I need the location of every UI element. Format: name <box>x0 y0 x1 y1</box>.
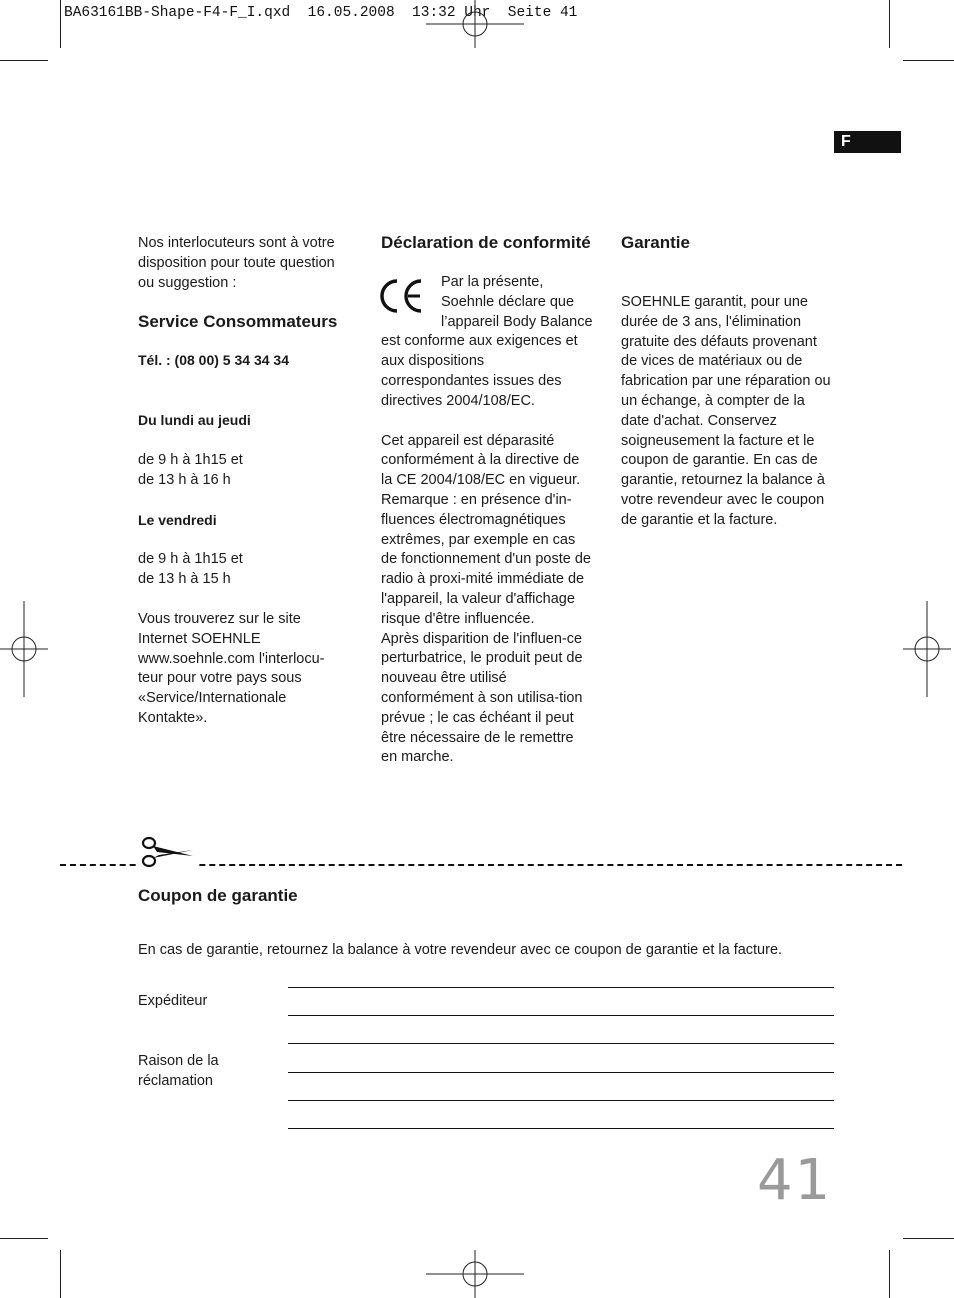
ce-mark-icon <box>377 277 429 315</box>
hours-line: de 13 h à 16 h <box>138 471 231 488</box>
ce-declaration-block <box>381 273 593 412</box>
registration-mark-icon <box>903 601 951 697</box>
warranty-text: SOEHNLE garantit, pour une durée de 3 ans, l'élimination gratuite des défauts provenant de vices de matériaux ou de fabrication par une réparation ou un échange, à compter de la date d'achat. Conservez soigneusement la facture et le coupon de garantie. En cas de garantie, retournez la balance à votre revendeur avec le coupon de garantie et la facture. <box>621 294 831 528</box>
interference-text: Cet appareil est déparasité conformément à la directive de la CE 2004/108/EC en vigueur. <box>381 432 581 489</box>
website-text: Vous trouverez sur le site Internet SOEHNLE www.soehnle.com l'interlocu-teur pour votre pays sous «Service/Internationale Kontakte». <box>138 610 325 726</box>
hours-line: de 9 h à 1h15 et <box>138 551 243 568</box>
registration-mark-icon <box>0 601 48 697</box>
reason-label <box>138 1052 219 1092</box>
page-number: 41 <box>757 1148 833 1213</box>
scissors-icon <box>137 832 197 870</box>
conformity-heading: Déclaration de conformité <box>381 233 591 252</box>
coupon-text: En cas de garantie, retournez la balance à votre revendeur avec ce coupon de garantie et la facture. <box>138 942 783 958</box>
days-mon-thu: Du lundi au jeudi <box>138 412 251 429</box>
crop-mark <box>903 60 954 61</box>
crop-mark <box>0 1238 48 1239</box>
crop-mark <box>903 1238 954 1239</box>
after-text: Après disparition de l'influen-ce perturbatrice, le produit peut de nouveau être utilisé conformément à son utilisa-tion prévue ; le cas échéant il peut être nécessaire de le remettre en marche. <box>381 630 583 766</box>
sender-line[interactable] <box>288 1015 834 1016</box>
sender-line[interactable] <box>288 1043 834 1044</box>
reason-line[interactable] <box>288 1128 834 1129</box>
intro-text: Nos interlocuteurs sont à votre disposition pour toute question ou suggestion : <box>138 235 335 291</box>
registration-mark-icon <box>426 1250 524 1298</box>
conformity-column <box>381 233 593 768</box>
phone-number: Tél. : (08 00) 5 34 34 34 <box>138 352 289 369</box>
sender-label: Expéditeur <box>138 993 208 1009</box>
warranty-column <box>621 233 835 531</box>
reason-line[interactable] <box>288 1072 834 1073</box>
language-tab: F <box>834 131 901 153</box>
declaration-text: Par la présente, Soehnle déclare que l’appareil Body Balance est conforme aux exigences et aux dispositions correspondantes issues des directives 2004/108/EC. <box>381 274 593 409</box>
remark-text: Remarque : en présence d'in-fluences électromagnétiques extrêmes, par exemple en cas de fonctionnement d'un poste de radio à proxi-mité immédiate de l'appareil, la valeur d'affichage risque d'être influencée. <box>381 491 591 627</box>
reason-label-line: Raison de la <box>138 1053 219 1069</box>
crop-mark <box>60 1250 61 1298</box>
hours-line: de 13 h à 15 h <box>138 571 231 588</box>
crop-mark <box>889 0 890 48</box>
print-slug: BA63161BB-Shape-F4-F_I.qxd 16.05.2008 13:32 Uhr Seite 41 <box>64 5 578 21</box>
service-heading: Service Consommateurs <box>138 312 338 332</box>
registration-mark-icon <box>426 0 524 48</box>
crop-mark <box>889 1250 890 1298</box>
reason-label-line: réclamation <box>138 1072 213 1089</box>
crop-mark <box>60 0 61 48</box>
sender-line[interactable] <box>288 987 834 988</box>
service-column <box>138 234 348 729</box>
reason-line[interactable] <box>288 1100 834 1101</box>
days-friday: Le vendredi <box>138 511 217 528</box>
crop-mark <box>0 60 48 61</box>
warranty-heading: Garantie <box>621 233 690 252</box>
coupon-title: Coupon de garantie <box>138 886 298 905</box>
hours-line: de 9 h à 1h15 et <box>138 451 243 468</box>
